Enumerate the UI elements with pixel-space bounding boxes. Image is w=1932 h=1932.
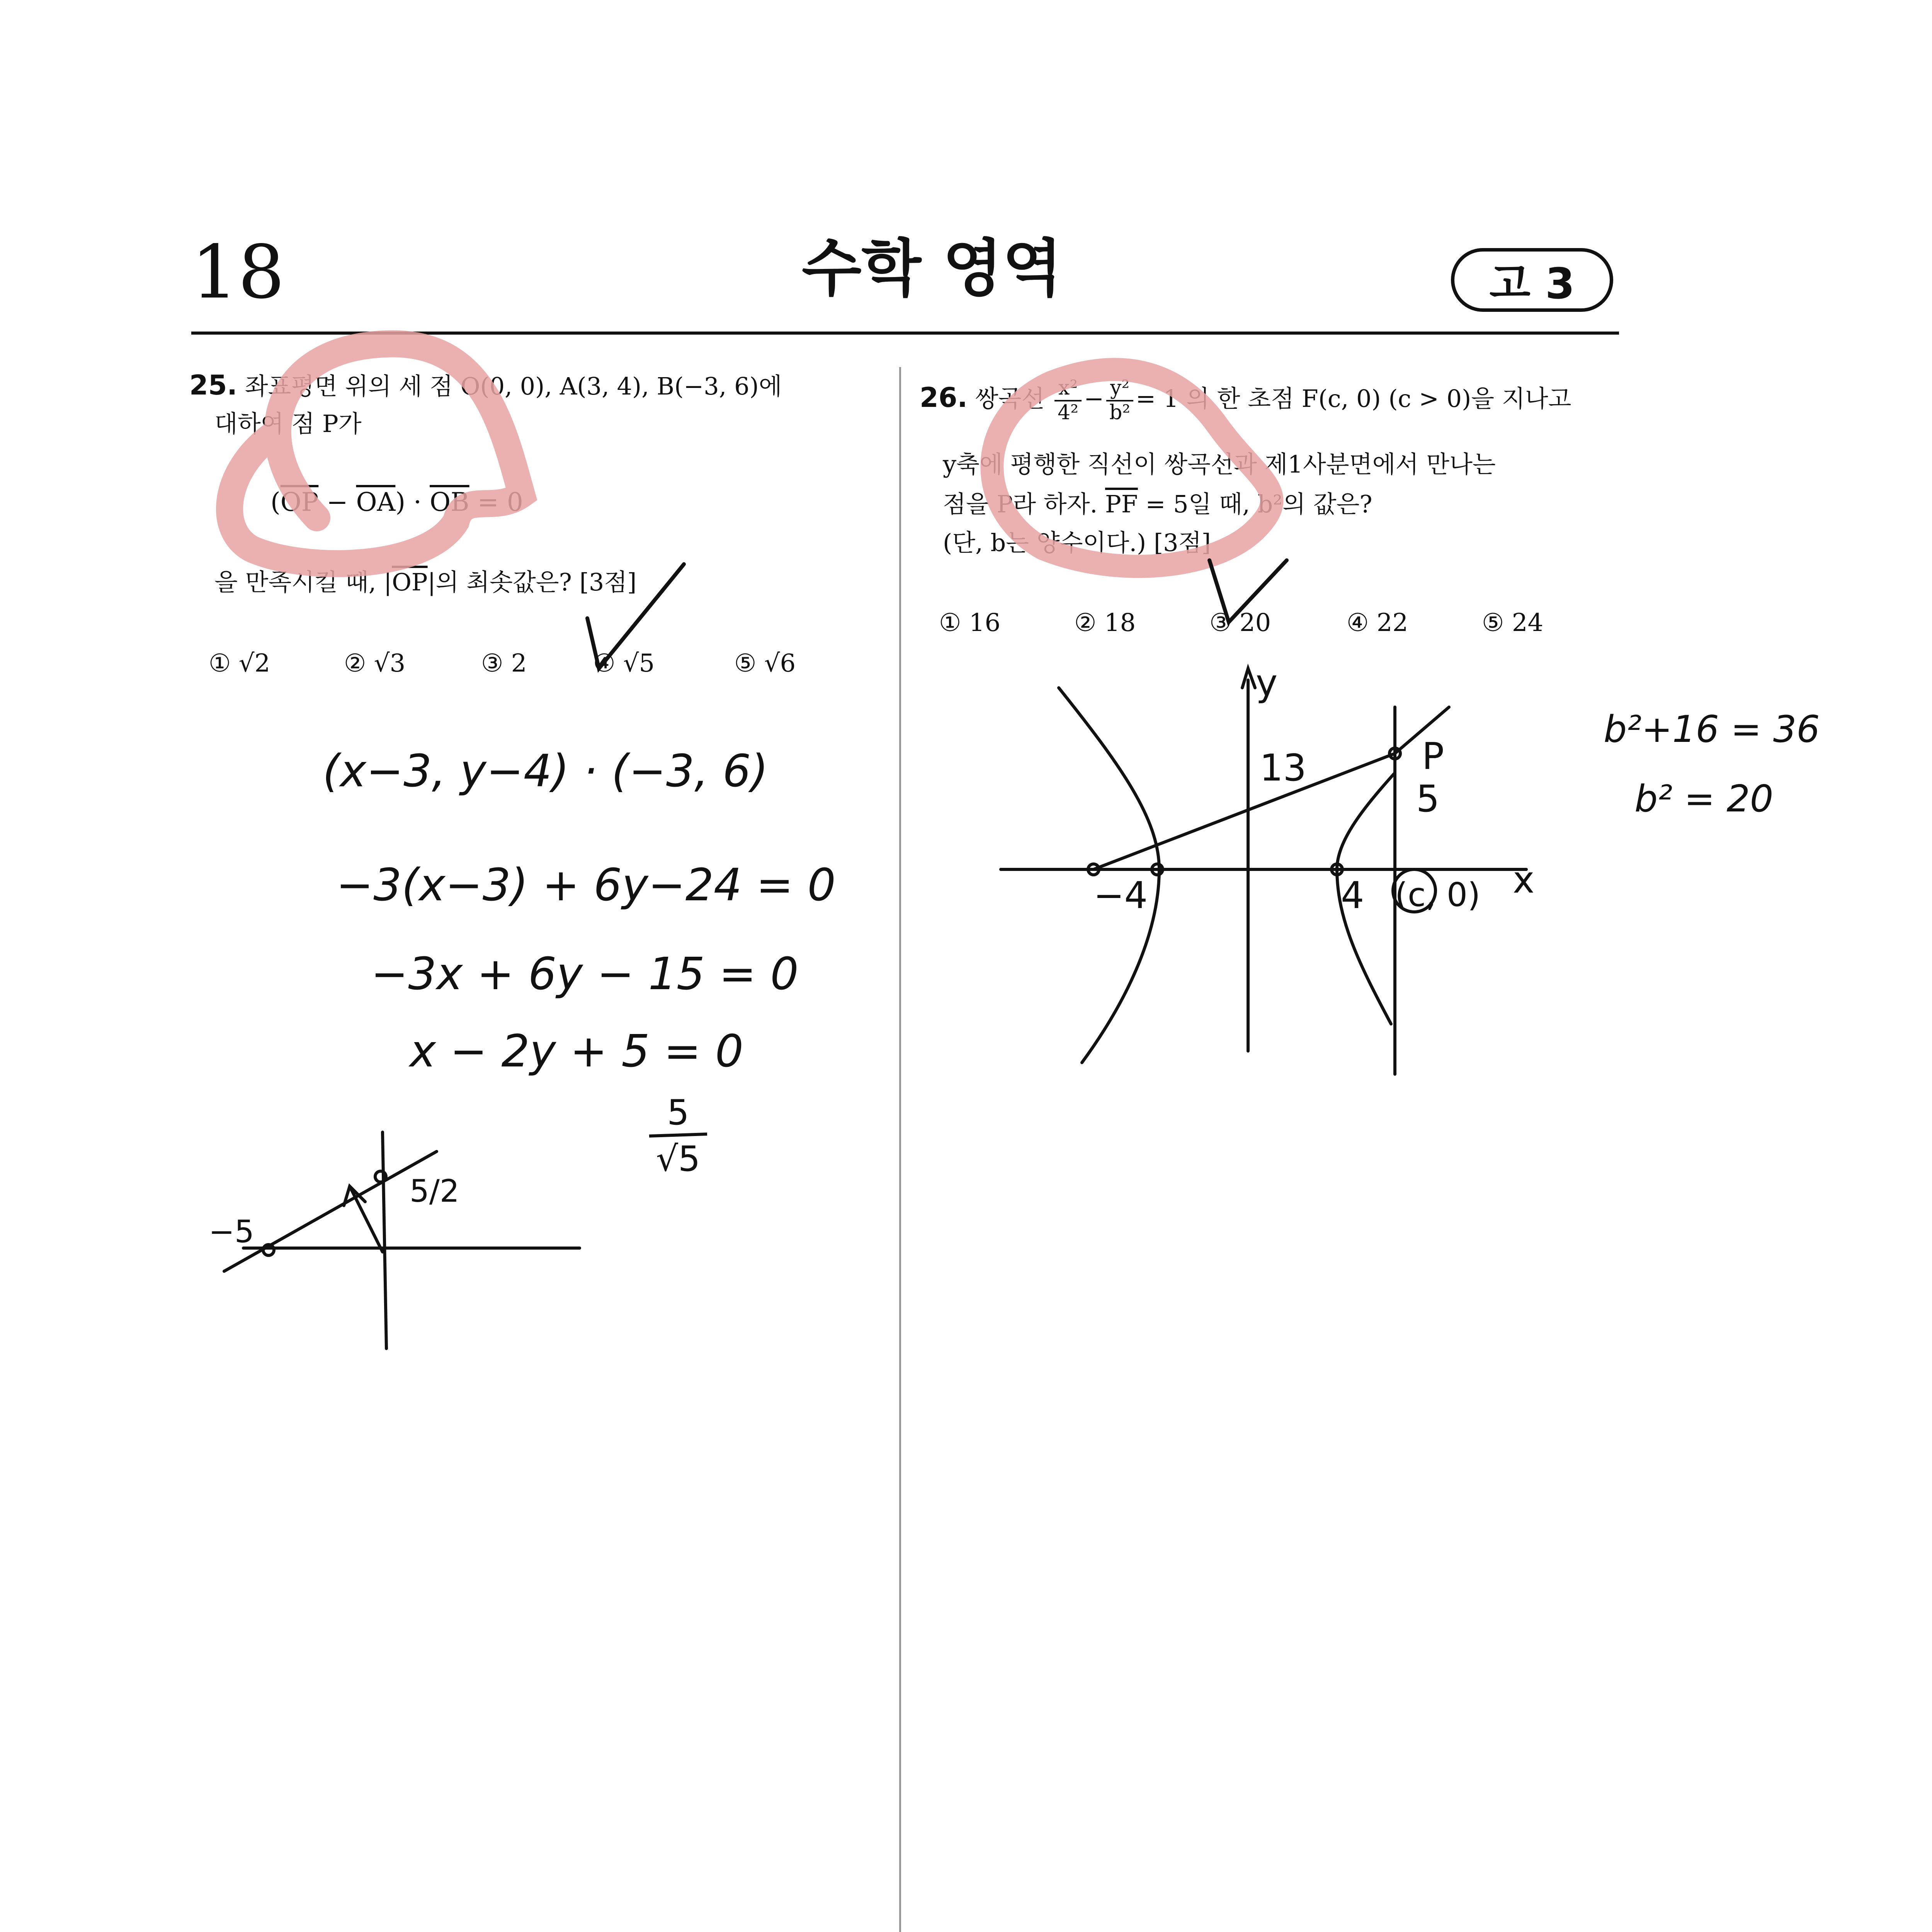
q26-number: 26. [920,381,968,413]
q26-side-line1: b²+16 = 36 [1604,708,1820,751]
grade-badge: 고 3 [1451,248,1613,312]
q25-annotation-circle [230,344,522,564]
q26-label-13: 13 [1260,747,1306,789]
subject-title: 수학 영역 [802,232,1062,304]
q26-label-neg4: −4 [1094,874,1148,917]
q25-eq: = 0 [469,487,523,517]
q26-line1-post: = 1 의 한 초점 F(c, 0) (c > 0)을 지나고 [1136,384,1571,413]
q25-vec-op: $\overline{OP}$ [280,487,319,517]
q25-line2: 대하여 점 P가 [214,410,362,438]
q25-sketch-graph [224,1132,580,1349]
q25-line4-post: |의 최솟값은? [3점] [427,568,637,596]
q26-line4: (단, b는 양수이다.) [3점] [943,529,1211,557]
q26-side-work [1604,708,1820,820]
q25-work [323,745,836,1077]
q26-label-y: y [1256,662,1278,704]
q25-number: 25. [189,369,238,401]
q26-prefix: 쌍곡선 [975,384,1045,413]
q26-choice-5[interactable]: ⑤ 24 [1482,609,1544,637]
q25-work-line3: −3x + 6y − 15 = 0 [371,948,799,1000]
q26-choice-2[interactable]: ② 18 [1074,609,1136,637]
q25-check-mark [587,564,684,668]
q25-choice-4[interactable]: ④ √5 [593,649,655,678]
q26-label-c0: (c, 0) [1395,876,1481,914]
q25-graph-label-neg5: −5 [209,1214,254,1250]
q25-minus: − [318,487,356,517]
svg-text:5: 5 [667,1092,689,1133]
q26-label-4: 4 [1341,874,1364,917]
q26-choice-1[interactable]: ① 16 [939,609,1001,637]
q25-vec-ob: $\overline{OB}$ [430,487,469,517]
svg-text:√5: √5 [656,1139,701,1179]
q26-sketch-graph [1001,668,1526,1074]
q26-line3-post: = 5일 때, b²의 값은? [1138,490,1372,518]
q25-graph-label-52: 5/2 [410,1173,459,1209]
q26-line3-pre: 점을 P라 하자. [943,490,1105,518]
q26-frac-y: $\frac{\text{y²}}{\text{b²}}$ [1106,377,1133,425]
q26-line2: y축에 평행한 직선이 쌍곡선과 제1사분면에서 만나는 [943,450,1496,478]
q26-check-mark [1209,560,1287,622]
q25-condition: $(\overline{OP} - \overline{OA}) \cdot \overline{OB} = 0$ [270,487,523,517]
q25-work-line4: x − 2y + 5 = 0 [410,1026,744,1077]
q25-dot: · [405,487,430,517]
q25-side-fraction [649,1092,707,1179]
q26-side-line2: b² = 20 [1634,778,1774,820]
page-number: 18 [191,230,285,315]
q26-choice-3[interactable]: ③ 20 [1209,609,1271,637]
q25-work-line2: −3(x−3) + 6y−24 = 0 [336,859,836,911]
q26-annotation-circle [992,369,1272,566]
q26-segment-pf: $\overline{PF}$ [1105,490,1138,518]
q26-choice-4[interactable]: ④ 22 [1347,609,1408,637]
q26-frac-x: $\frac{\text{x²}}{\text{4²}}$ [1054,377,1082,425]
q25-text-1: 좌표평면 위의 세 점 O(0, 0), A(3, 4), B(−3, 6)에 [245,372,782,400]
q26-label-p: P [1422,735,1444,778]
q25-line4-pre: 을 만족시킬 때, | [214,568,392,596]
q26-minus: − [1084,384,1104,413]
q25-line4-vec: $\overline{OP}$ [392,568,428,596]
q25-choice-5[interactable]: ⑤ √6 [734,649,796,678]
q25-choice-2[interactable]: ② √3 [344,649,406,678]
q25-vec-oa: $\overline{OA}$ [356,487,396,517]
q25-work-line1: (x−3, y−4) · (−3, 6) [323,745,769,797]
q26-label-5: 5 [1416,778,1440,820]
q26-label-x: x [1513,859,1535,901]
q25-choice-3[interactable]: ③ 2 [481,649,527,678]
q25-choice-1[interactable]: ① √2 [209,649,270,678]
